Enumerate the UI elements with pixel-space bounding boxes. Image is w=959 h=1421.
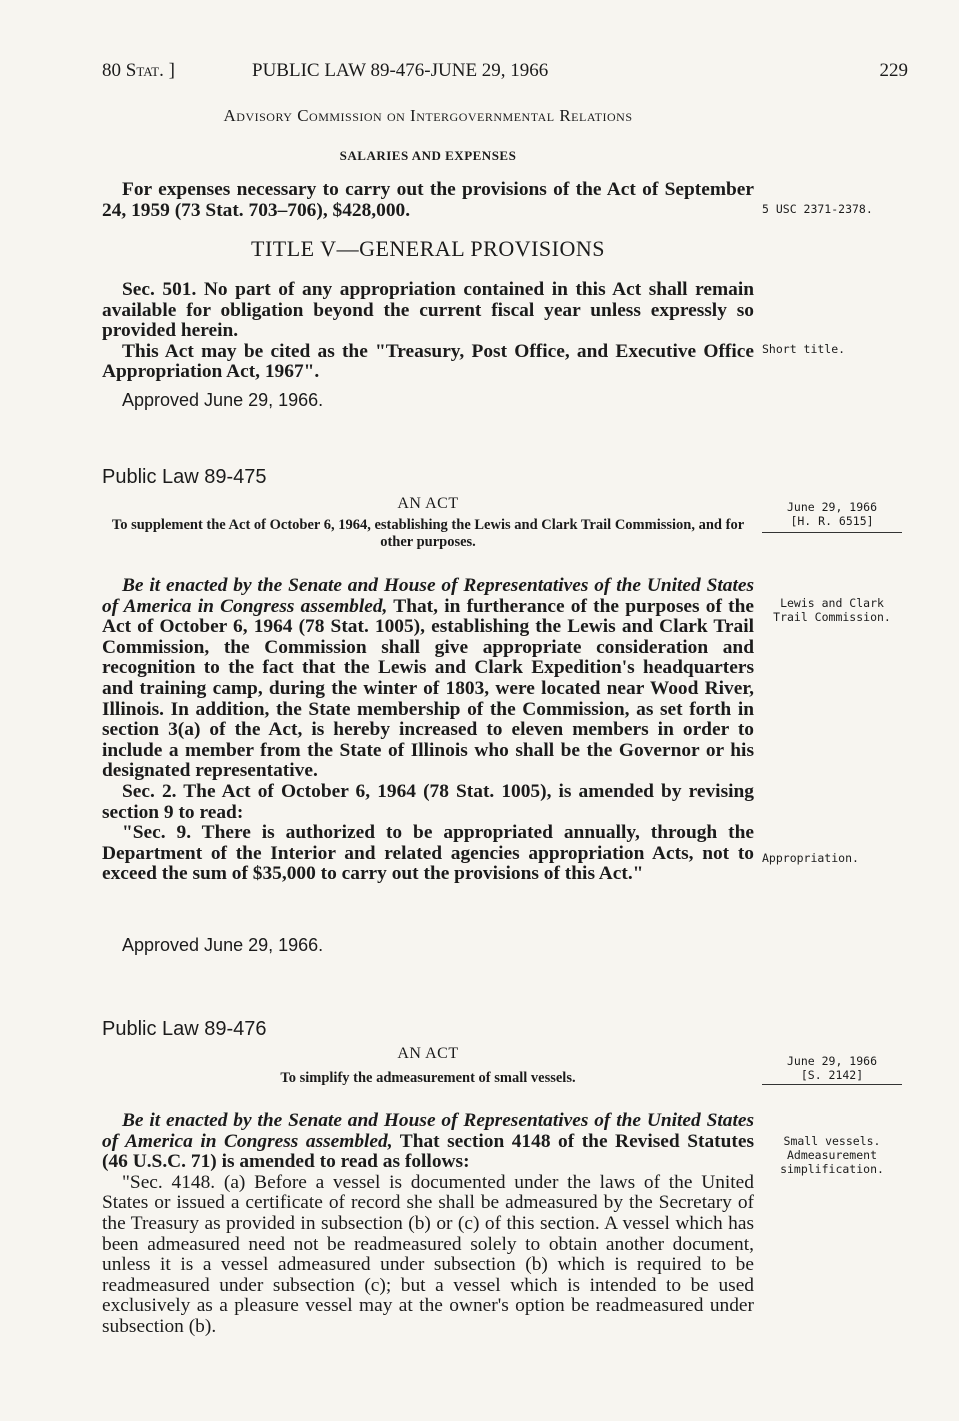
- margin-bill-475: [H. R. 6515]: [790, 514, 874, 528]
- header-title: PUBLIC LAW 89-476-JUNE 29, 1966: [252, 60, 549, 81]
- margin-date-475: June 29, 1966: [786, 500, 877, 514]
- approved-title-v: Approved June 29, 1966.: [122, 390, 324, 410]
- margin-rule-476: [762, 1084, 902, 1085]
- pl475-para1-rest: That, in furtherance of the purposes of the Act of October 6, 1964 (78 Stat. 1005), establishing the Lewis and Clark Trail Commission, the Commission shall give appropriate consideration and recognition to the fact that the Lewis and Clark Expedition's headquarters and training camp, during the winter of 1803, were located near Wood River, Illinois. In addition, the State membership of the Commission, as set forth in section 3(a) of the Act, is hereby increased to eleven members in order to include a member from the State of Illinois who shall be the Governor or his designated representative.: [102, 595, 754, 782]
- margin-bill-476: [S. 2142]: [800, 1068, 864, 1082]
- pl475-sec9: "Sec. 9. There is authorized to be appropriated annually, through the Department of the Interior and related agencies appropriation Acts, not to exceed the sum of $35,000 to carry out the provisions of this Act.": [102, 822, 754, 885]
- agency-heading: Advisory Commission on Intergovernmental Relations: [223, 106, 633, 125]
- sec501-paragraph: Sec. 501. No part of any appropriation contained in this Act shall remain available for obligation beyond the current fiscal year unless expressly so provided herein.: [102, 279, 754, 342]
- title-v-body: [102, 280, 754, 383]
- subheading-salaries: SALARIES AND EXPENSES: [339, 148, 517, 163]
- pl475-paragraph-1: [102, 576, 754, 782]
- margin-appropriation: Appropriation.: [762, 851, 859, 865]
- section1-paragraph: For expenses necessary to carry out the provisions of the Act of September 24, 1959 (73 Stat. 703–706), $428,000.: [102, 179, 754, 221]
- header-stat-ref: 80 Stat. ]: [102, 60, 175, 81]
- section1-text: [102, 180, 754, 221]
- margin-usc: 5 USC 2371-2378.: [762, 202, 873, 216]
- pl475-sec2: Sec. 2. The Act of October 6, 1964 (78 Stat. 1005), is amended by revising section 9 to read:: [102, 780, 754, 823]
- margin-lewis-clark: Lewis and Clark Trail Commission.: [773, 596, 891, 624]
- approved-475: Approved June 29, 1966.: [122, 935, 324, 955]
- page-header: [102, 60, 908, 88]
- page-number: 229: [879, 60, 908, 81]
- an-act-475: AN ACT: [397, 495, 459, 512]
- an-act-476: AN ACT: [397, 1045, 459, 1062]
- pl476-sec4148: "Sec. 4148. (a) Before a vessel is documented under the laws of the United States or issued a certificate of record she shall be admeasured by the Secretary of the Treasury as provided in subsection (b) or (c) of this section. A vessel which has been admeasured need not be readmeasured solely to obtain another document, unless it is a vessel admeasured under subsection (b) which is required to be readmeasured under subsection (c); but a vessel which is intended to be used exclusively as a pleasure vessel may at the owner's option be readmeasured under subsection (b).: [102, 1171, 754, 1337]
- pl476-para1-rest: That section 4148 of the Revised Statutes (46 U.S.C. 71) is amended to read as follows:: [102, 1130, 754, 1173]
- margin-rule-475: [762, 532, 902, 533]
- enacting-clause-476: Be it enacted by the Senate and House of Representatives of the United States of America in Congress assembled,: [102, 1110, 754, 1152]
- purpose-475: To supplement the Act of October 6, 1964, establishing the Lewis and Clark Trail Commission, and for other purposes.: [111, 517, 745, 550]
- public-law-89-476-label: Public Law 89-476: [102, 1018, 267, 1040]
- short-title-paragraph: This Act may be cited as the "Treasury, Post Office, and Executive Office Appropriation Act, 1967".: [102, 340, 754, 383]
- purpose-476: To simplify the admeasurement of small vessels.: [280, 1070, 576, 1086]
- public-law-89-475-label: Public Law 89-475: [102, 466, 267, 488]
- margin-short-title: Short title.: [762, 342, 846, 356]
- pl476-body: [102, 1111, 754, 1338]
- enacting-clause-475: Be it enacted by the Senate and House of Representatives of the United States of America in Congress assembled,: [102, 575, 754, 617]
- pl475-body: [102, 576, 754, 885]
- pl476-paragraph-1: [102, 1111, 754, 1173]
- margin-small-vessels: Small vessels. Admeasurement simplification.: [780, 1134, 884, 1176]
- margin-date-476: June 29, 1966: [786, 1054, 877, 1068]
- title-v-heading: TITLE V—GENERAL PROVISIONS: [251, 236, 605, 261]
